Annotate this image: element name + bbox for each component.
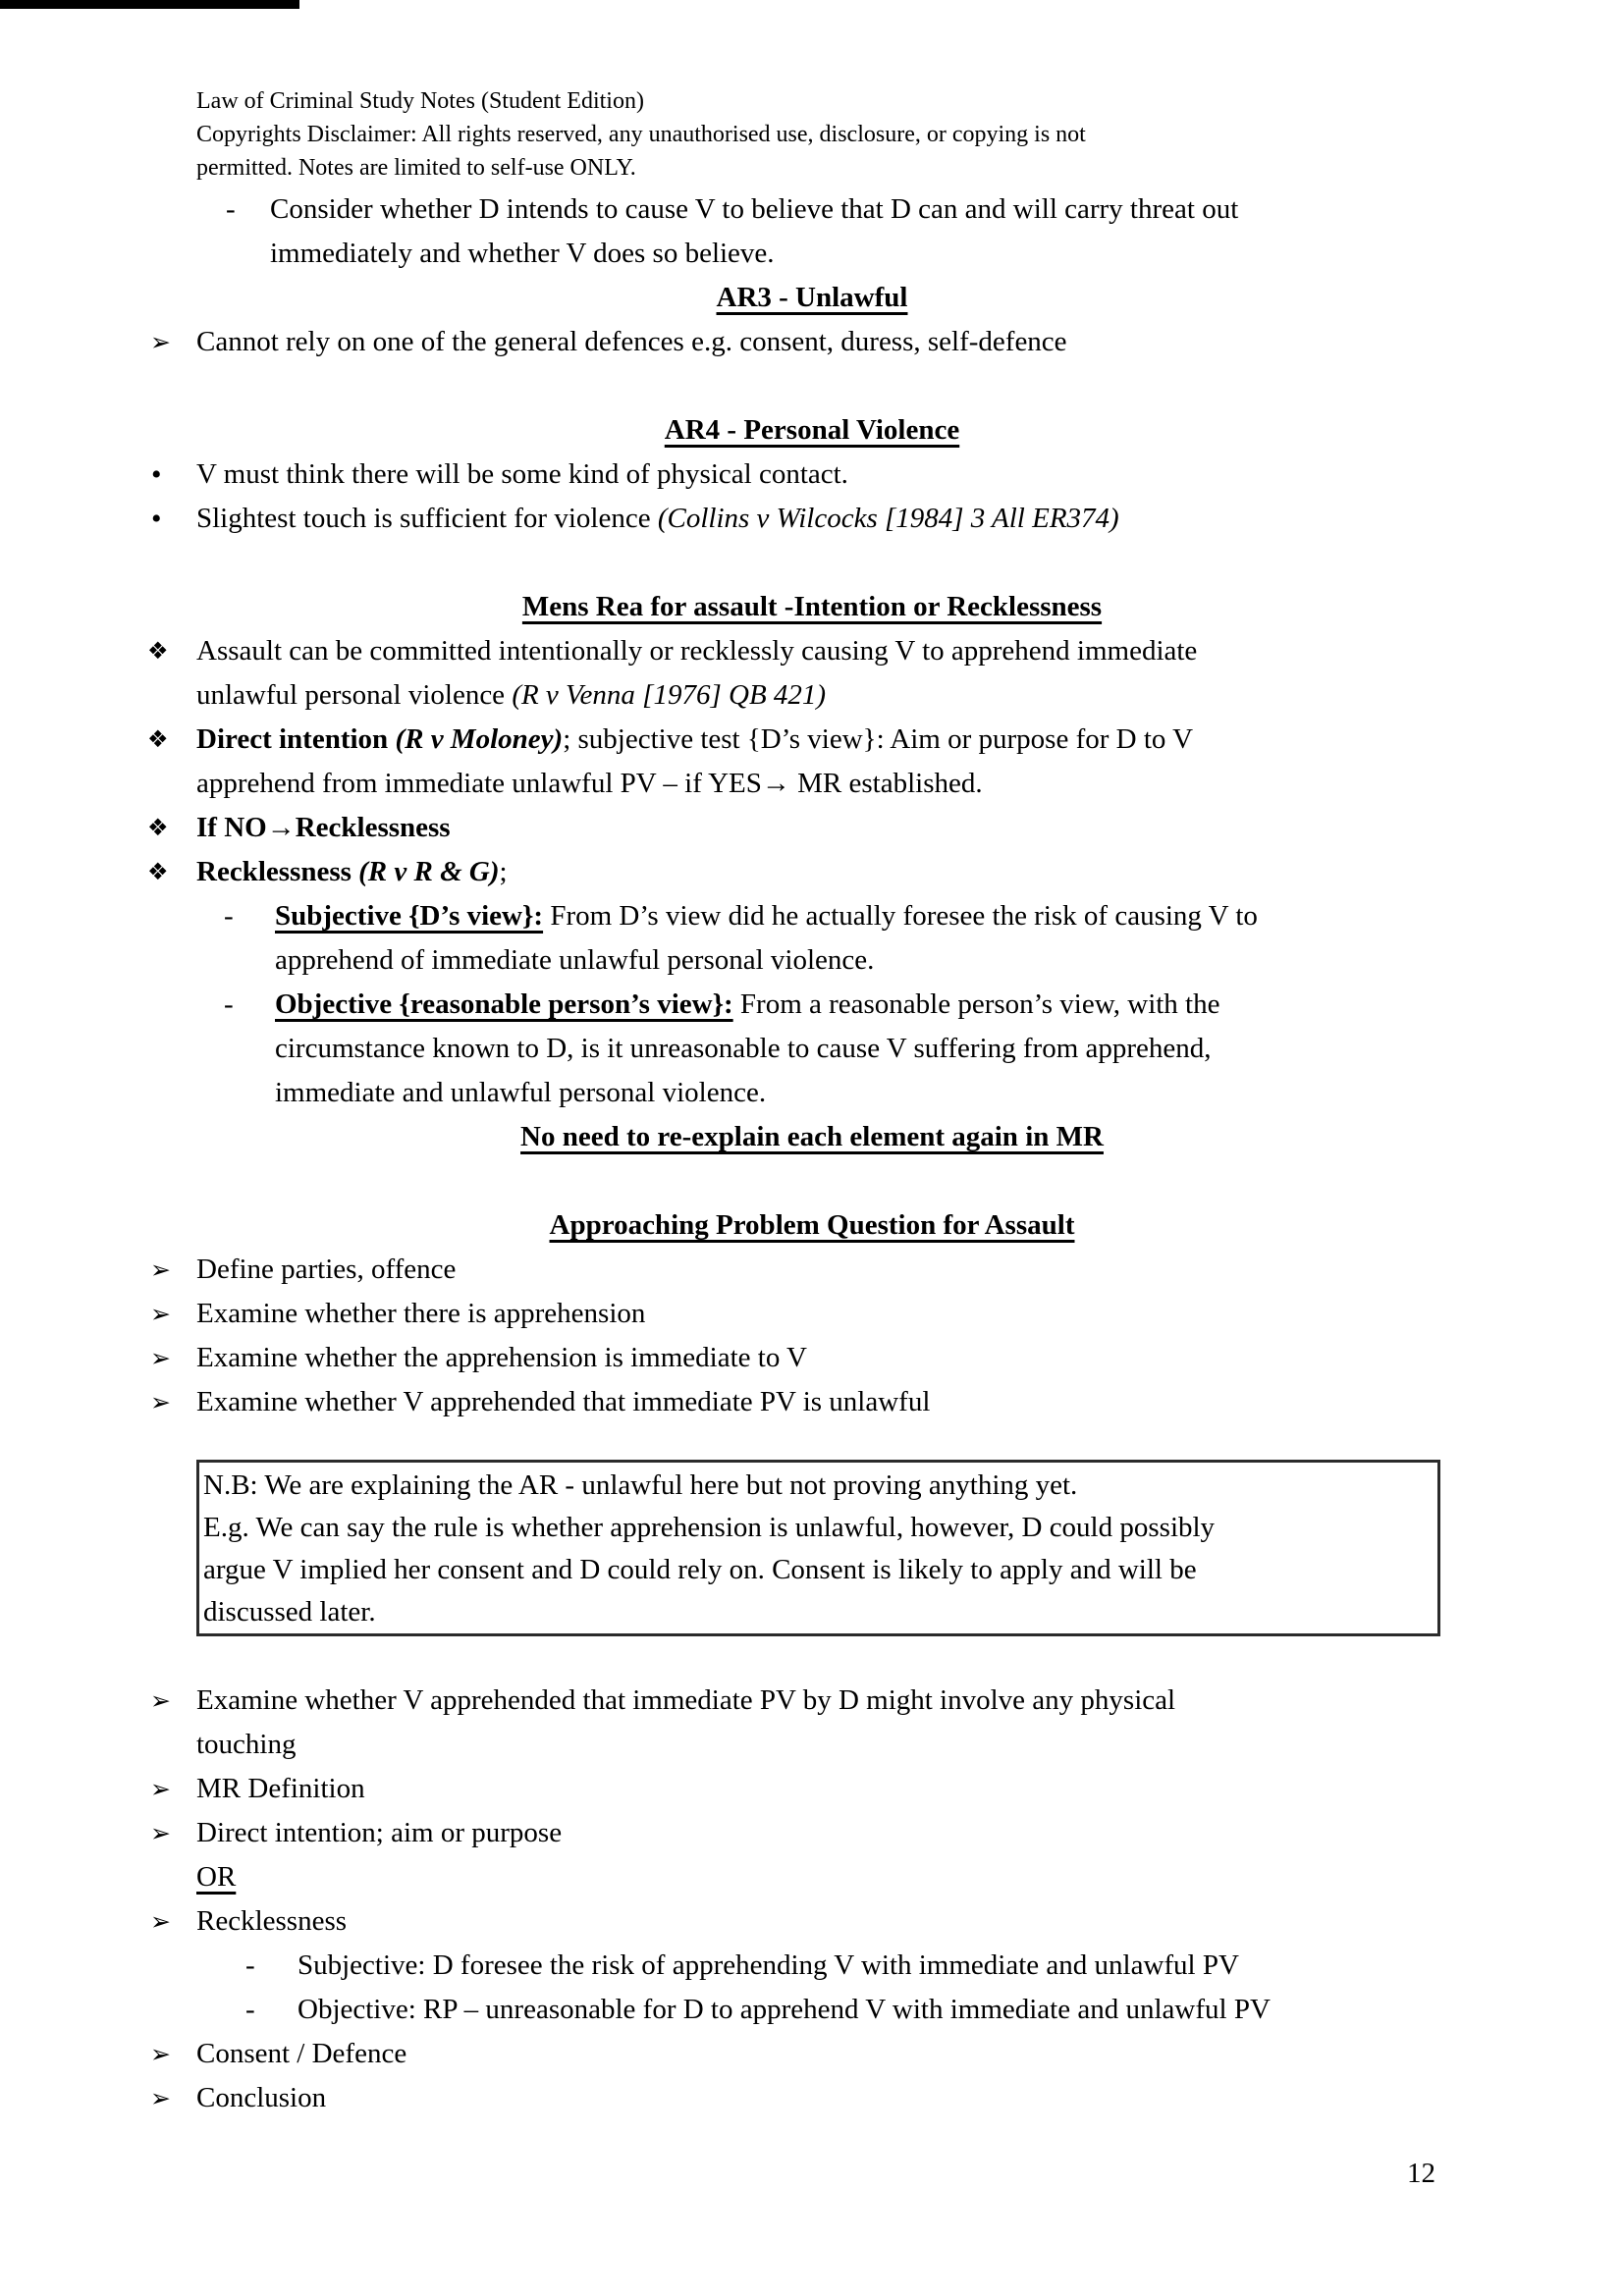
- text-run: AR4 - Personal Violence: [664, 414, 960, 446]
- text-run: touching: [196, 1729, 297, 1760]
- blank-line: [196, 364, 1428, 408]
- list-item-continuation: [196, 673, 1428, 718]
- list-item: [196, 1988, 1428, 2032]
- text-run: Approaching Problem Question for Assault: [549, 1209, 1075, 1241]
- diamond-bullet-icon: ❖: [147, 637, 169, 665]
- text-run: ; subjective test {D’s view}: Aim or purpose for D to V: [563, 723, 1194, 755]
- list-item-continuation: [196, 1723, 1428, 1767]
- text-run: Recklessness: [196, 1905, 348, 1937]
- list-item: [147, 850, 1428, 894]
- arrow-bullet-icon: ➢: [150, 1907, 171, 1936]
- diamond-bullet-icon: ❖: [147, 814, 169, 841]
- text-run: Define parties, offence: [196, 1254, 457, 1285]
- text-run: E.g. We can say the rule is whether apprehension is unlawful, however, D could possibly: [203, 1512, 1216, 1543]
- header-line: Law of Criminal Study Notes (Student Edition): [196, 88, 644, 114]
- text-run: MR Definition: [196, 1773, 365, 1804]
- section-heading: [196, 408, 1428, 453]
- list-item-continuation: [196, 1027, 1428, 1071]
- text-run: Slightest touch is sufficient for violence: [196, 503, 658, 534]
- text-run: AR3 - Unlawful: [716, 282, 908, 313]
- arrow-bullet-icon: ➢: [150, 2084, 171, 2112]
- dot-bullet-icon: •: [151, 458, 162, 491]
- section-heading: [196, 276, 1428, 320]
- note-box-line: [203, 1591, 1430, 1633]
- list-item: [151, 497, 1428, 541]
- diamond-bullet-icon: ❖: [147, 858, 169, 885]
- blank-line: [196, 1159, 1428, 1203]
- list-item: [150, 320, 1428, 364]
- note-box-line: [203, 1549, 1430, 1591]
- arrow-bullet-icon: ➢: [150, 1686, 171, 1715]
- section-heading: [196, 1203, 1428, 1248]
- header-line: permitted. Notes are limited to self-use ONLY.: [196, 155, 636, 181]
- dash-bullet-icon: -: [226, 193, 236, 225]
- text-run: (Collins v Wilcocks [1984] 3 All ER374): [657, 503, 1119, 534]
- list-item-continuation: [196, 762, 1428, 806]
- text-line: [196, 1855, 1428, 1899]
- list-item: [196, 983, 1428, 1027]
- text-run: (R v R & G): [358, 856, 500, 887]
- list-item: [150, 1679, 1428, 1723]
- arrow-bullet-icon: ➢: [150, 1819, 171, 1847]
- text-run: immediate and unlawful personal violence.: [275, 1077, 767, 1108]
- text-run: Consent / Defence: [196, 2038, 407, 2069]
- arrow-bullet-icon: ➢: [150, 2040, 171, 2068]
- arrow-bullet-icon: ➢: [150, 328, 171, 356]
- text-run: circumstance known to D, is it unreasonable to cause V suffering from apprehend,: [275, 1033, 1212, 1064]
- list-item: [150, 2076, 1428, 2120]
- text-run: From a reasonable person’s view, with the: [732, 988, 1220, 1020]
- text-run: (R v Moloney): [395, 723, 564, 755]
- list-item: [150, 1292, 1428, 1336]
- dash-bullet-icon: -: [245, 1994, 255, 2025]
- arrow-bullet-icon: ➢: [150, 1255, 171, 1284]
- document-body: [147, 187, 1428, 2120]
- text-run: V must think there will be some kind of physical contact.: [196, 458, 848, 490]
- text-run: Direct intention; aim or purpose: [196, 1817, 563, 1848]
- text-run: Subjective {D’s view}:: [275, 900, 544, 932]
- text-run: unlawful personal violence: [196, 679, 513, 711]
- list-item: [151, 453, 1428, 497]
- text-run: →: [266, 812, 296, 843]
- list-item: [150, 1380, 1428, 1424]
- note-box-line: [203, 1465, 1430, 1507]
- list-item: [196, 187, 1428, 232]
- arrow-bullet-icon: ➢: [150, 1344, 171, 1372]
- note-box: [196, 1460, 1440, 1636]
- list-item: [147, 718, 1428, 762]
- list-item: [147, 806, 1428, 850]
- arrow-bullet-icon: ➢: [150, 1388, 171, 1416]
- text-run: MR established.: [789, 768, 983, 799]
- list-item: [150, 1336, 1428, 1380]
- list-item: [147, 629, 1428, 673]
- list-item: [150, 1248, 1428, 1292]
- text-run: Conclusion: [196, 2082, 327, 2113]
- section-heading: [196, 1115, 1428, 1159]
- text-run: If NO: [196, 812, 267, 843]
- list-item: [150, 1811, 1428, 1855]
- text-run: Examine whether V apprehended that immediate PV is unlawful: [196, 1386, 931, 1417]
- text-run: immediately and whether V does so believe.: [270, 238, 775, 269]
- text-run: Consider whether D intends to cause V to believe that D can and will carry threat out: [270, 193, 1239, 225]
- arrow-bullet-icon: ➢: [150, 1300, 171, 1328]
- list-item: [196, 1944, 1428, 1988]
- dash-bullet-icon: -: [224, 988, 234, 1020]
- list-item: [150, 1767, 1428, 1811]
- text-run: Recklessness: [295, 812, 451, 843]
- header-line: Copyrights Disclaimer: All rights reserved, any unauthorised use, disclosure, or copying is not: [196, 122, 1086, 147]
- list-item-continuation: [196, 1071, 1428, 1115]
- text-run: Cannot rely on one of the general defences e.g. consent, duress, self-defence: [196, 326, 1067, 357]
- list-item: [196, 894, 1428, 938]
- scan-edge-artifact: [0, 0, 299, 9]
- text-run: N.B: We are explaining the AR - unlawful here but not proving anything yet.: [203, 1469, 1078, 1501]
- section-heading: [196, 585, 1428, 629]
- text-run: From D’s view did he actually foresee the risk of causing V to: [543, 900, 1258, 932]
- text-run: Direct intention: [196, 723, 396, 755]
- dot-bullet-icon: •: [151, 503, 162, 535]
- list-item-continuation: [196, 232, 1428, 276]
- text-run: Objective {reasonable person’s view}:: [275, 988, 733, 1020]
- diamond-bullet-icon: ❖: [147, 725, 169, 753]
- text-run: argue V implied her consent and D could rely on. Consent is likely to apply and will be: [203, 1554, 1197, 1585]
- text-run: Subjective: D foresee the risk of apprehending V with immediate and unlawful PV: [298, 1949, 1239, 1981]
- text-run: (R v Venna [1976] QB 421): [512, 679, 827, 711]
- text-run: Mens Rea for assault -Intention or Recklessness: [521, 591, 1103, 622]
- arrow-bullet-icon: ➢: [150, 1775, 171, 1803]
- list-item-continuation: [196, 938, 1428, 983]
- dash-bullet-icon: -: [245, 1949, 255, 1981]
- text-run: Recklessness: [196, 856, 359, 887]
- text-run: discussed later.: [203, 1596, 376, 1628]
- page-header: [196, 84, 1437, 185]
- text-run: Examine whether V apprehended that immediate PV by D might involve any physical: [196, 1684, 1176, 1716]
- text-run: OR: [196, 1861, 237, 1893]
- page-number: 12: [1407, 2158, 1435, 2189]
- text-run: →: [761, 768, 790, 799]
- dash-bullet-icon: -: [224, 900, 234, 932]
- text-run: apprehend of immediate unlawful personal violence.: [275, 944, 875, 976]
- list-item: [150, 1899, 1428, 1944]
- text-run: apprehend from immediate unlawful PV – if YES: [196, 768, 762, 799]
- note-box-line: [203, 1507, 1430, 1549]
- text-run: Assault can be committed intentionally or recklessly causing V to apprehend immediate: [196, 635, 1198, 667]
- blank-line: [196, 541, 1428, 585]
- text-run: Examine whether the apprehension is immediate to V: [196, 1342, 807, 1373]
- text-run: No need to re-explain each element again in MR: [520, 1121, 1104, 1152]
- text-run: Examine whether there is apprehension: [196, 1298, 646, 1329]
- list-item: [150, 2032, 1428, 2076]
- text-run: Objective: RP – unreasonable for D to apprehend V with immediate and unlawful PV: [298, 1994, 1271, 2025]
- text-run: ;: [499, 856, 508, 887]
